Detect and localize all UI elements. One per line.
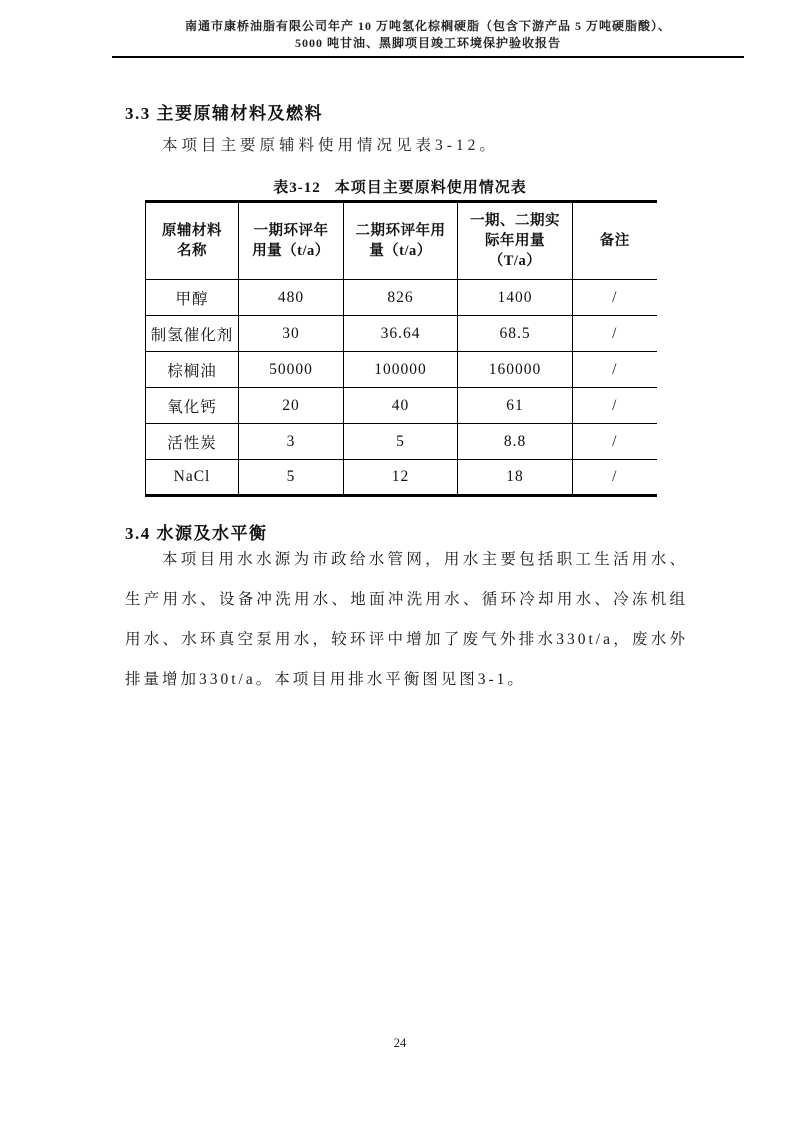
cell-value: 30 — [239, 316, 344, 352]
cell-value: 100000 — [344, 352, 458, 388]
table-row — [146, 424, 657, 460]
cell-value: 18 — [458, 460, 573, 496]
cell-value: 160000 — [458, 352, 573, 388]
header-cell-actual-usage: 一期、二期实 际年用量 （T/a） — [458, 202, 573, 280]
cell-value: 12 — [344, 460, 458, 496]
cell-remark: / — [573, 280, 657, 316]
cell-value: 8.8 — [458, 424, 573, 460]
cell-material-name: 甲醇 — [146, 280, 239, 316]
paragraph-line: 本项目用水水源为市政给水管网，用水主要包括职工生活用水、 — [162, 551, 688, 568]
cell-value: 826 — [344, 280, 458, 316]
cell-remark: / — [573, 424, 657, 460]
cell-value: 50000 — [239, 352, 344, 388]
cell-value: 40 — [344, 388, 458, 424]
section-3-3-intro: 本项目主要原辅料使用情况见表3-12。 — [162, 137, 499, 154]
cell-value: 1400 — [458, 280, 573, 316]
table-row — [146, 280, 657, 316]
report-header-line1: 南通市康桥油脂有限公司年产 10 万吨氢化棕榈硬脂（包含下游产品 5 万吨硬脂酸）、 — [184, 19, 671, 33]
page-number: 24 — [393, 1036, 407, 1050]
cell-value: 20 — [239, 388, 344, 424]
section-3-4-paragraph — [125, 540, 688, 700]
header-cell-phase2-eia: 二期环评年用 量（t/a） — [344, 202, 458, 280]
header-cell-phase1-eia: 一期环评年 用量（t/a） — [239, 202, 344, 280]
cell-material-name: 棕榈油 — [146, 352, 239, 388]
section-3-3-heading: 3.3 主要原辅材料及燃料 — [125, 104, 323, 123]
cell-remark: / — [573, 352, 657, 388]
cell-remark: / — [573, 388, 657, 424]
cell-material-name: 制氢催化剂 — [146, 316, 239, 352]
paragraph-line: 用水、水环真空泵用水，较环评中增加了废气外排水330t/a，废水外 — [125, 631, 688, 648]
cell-remark: / — [573, 316, 657, 352]
table-caption-title: 本项目主要原料使用情况表 — [334, 180, 527, 196]
header-cell-material-name: 原辅材料 名称 — [146, 202, 239, 280]
table-caption-label: 表3-12 — [273, 180, 321, 196]
section-3-4-heading: 3.4 水源及水平衡 — [125, 524, 268, 543]
cell-remark: / — [573, 460, 657, 496]
table-3-12-caption — [0, 176, 800, 197]
table-row — [146, 388, 657, 424]
cell-value: 68.5 — [458, 316, 573, 352]
cell-material-name: 氧化钙 — [146, 388, 239, 424]
materials-usage-table — [145, 200, 657, 497]
cell-material-name: NaCl — [146, 460, 239, 496]
cell-value: 5 — [344, 424, 458, 460]
table-row — [146, 316, 657, 352]
table-header-row — [146, 202, 657, 280]
cell-value: 61 — [458, 388, 573, 424]
report-header — [112, 18, 744, 58]
cell-value: 36.64 — [344, 316, 458, 352]
cell-value: 5 — [239, 460, 344, 496]
cell-value: 480 — [239, 280, 344, 316]
paragraph-line: 生产用水、设备冲洗用水、地面冲洗用水、循环冷却用水、冷冻机组 — [125, 591, 688, 608]
table-row — [146, 352, 657, 388]
header-cell-remark: 备注 — [573, 202, 657, 280]
paragraph-line: 排量增加330t/a。本项目用排水平衡图见图3-1。 — [125, 671, 526, 688]
cell-material-name: 活性炭 — [146, 424, 239, 460]
table-row — [146, 460, 657, 496]
report-header-line2: 5000 吨甘油、黑脚项目竣工环境保护验收报告 — [294, 36, 561, 50]
cell-value: 3 — [239, 424, 344, 460]
